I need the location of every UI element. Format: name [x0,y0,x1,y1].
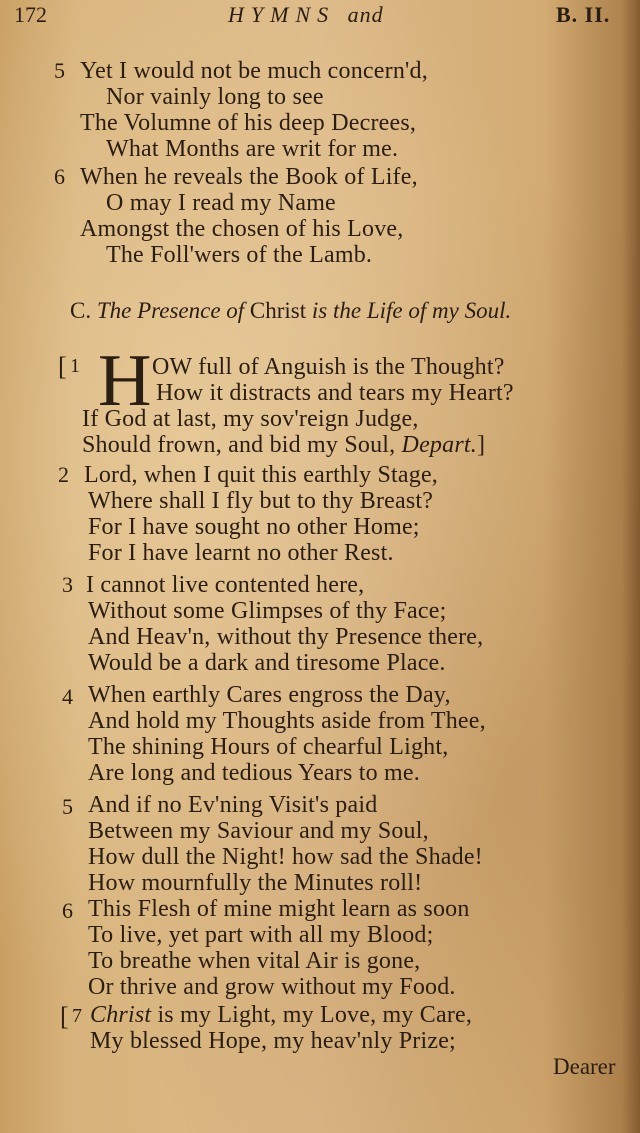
verse-line: Nor vainly long to see [106,84,324,110]
verse-line: Lord, when I quit this earthly Stage, [84,462,438,488]
omit-bracket-open: [ [58,352,67,381]
verse-line: The shining Hours of chearful Light, [88,734,449,760]
verse-line: OW full of Anguish is the Thought? [152,354,505,380]
verse-line: Between my Saviour and my Soul, [88,818,429,844]
emphasis-word: Depart. [401,432,477,458]
verse-line: If God at last, my sov'reign Judge, [82,406,419,432]
verse-line: The Foll'wers of the Lamb. [106,242,373,268]
verse-line: Would be a dark and tiresome Place. [88,650,446,676]
catchword: Dearer [553,1054,616,1079]
verse-line: To live, yet part with all my Blood; [88,922,434,948]
verse-line: To breathe when vital Air is gone, [88,948,421,974]
verse-text: Should frown, and bid my Soul, [82,432,396,458]
stanza-number: 1 [70,355,80,377]
verse-line [82,432,485,458]
omit-bracket-close: ] [476,432,486,458]
verse-line [90,1002,472,1028]
book-reference: B. II. [556,2,611,27]
verse-text: is my Light, my Love, my Care, [157,1002,473,1028]
title-part-a: The Presence of [96,298,245,323]
verse-line: And if no Ev'ning Visit's paid [88,792,378,818]
page-edge-shadow [622,0,640,1133]
verse-line: Yet I would not be much concern'd, [80,58,428,84]
running-title-main: HYMNS [228,2,336,27]
stanza-number: 6 [62,898,73,923]
verse-line: When he reveals the Book of Life, [80,164,418,190]
hymn-letter: C. [70,298,92,323]
stanza-number: 4 [62,684,73,709]
stanza-number: 5 [62,794,73,819]
verse-line: Amongst the chosen of his Love, [80,216,404,242]
stanza-number: 3 [62,572,73,597]
verse-line: O may I read my Name [106,190,336,216]
verse-line: For I have learnt no other Rest. [88,540,394,566]
verse-line: And Heav'n, without thy Presence there, [88,624,484,650]
stanza-number: 2 [58,462,69,487]
verse-line: Are long and tedious Years to me. [88,760,420,786]
verse-line: The Volumne of his deep Decrees, [80,110,417,136]
stanza-number: 5 [54,58,65,83]
verse-line: How dull the Night! how sad the Shade! [88,844,483,870]
verse-line: I cannot live contented here, [86,572,365,598]
stanza-number: 6 [54,164,65,189]
verse-line: For I have sought no other Home; [88,514,420,540]
verse-line: This Flesh of mine might learn as soon [88,896,470,922]
verse-line: What Months are writ for me. [106,136,399,162]
drop-capital: H [98,340,150,422]
running-title [228,2,384,28]
verse-line: Without some Glimpses of thy Face; [88,598,447,624]
omit-bracket-open: [ [60,1002,69,1031]
verse-line: When earthly Cares engross the Day, [88,682,451,708]
title-part-c: is the Life of my Soul. [311,298,512,323]
verse-line: And hold my Thoughts aside from Thee, [88,708,486,734]
page-number: 172 [14,2,47,27]
running-title-suffix: and [347,2,384,27]
title-part-b: Christ [249,298,307,323]
emphasis-word: Christ [90,1002,152,1028]
verse-line: Where shall I fly but to thy Breast? [88,488,434,514]
verse-line: Or thrive and grow without my Food. [88,974,456,1000]
stanza-number: 7 [72,1005,82,1027]
verse-line: My blessed Hope, my heav'nly Prize; [90,1028,456,1054]
verse-line: How it distracts and tears my Heart? [156,380,514,406]
verse-line: How mournfully the Minutes roll! [88,870,423,896]
hymn-title [70,296,511,326]
